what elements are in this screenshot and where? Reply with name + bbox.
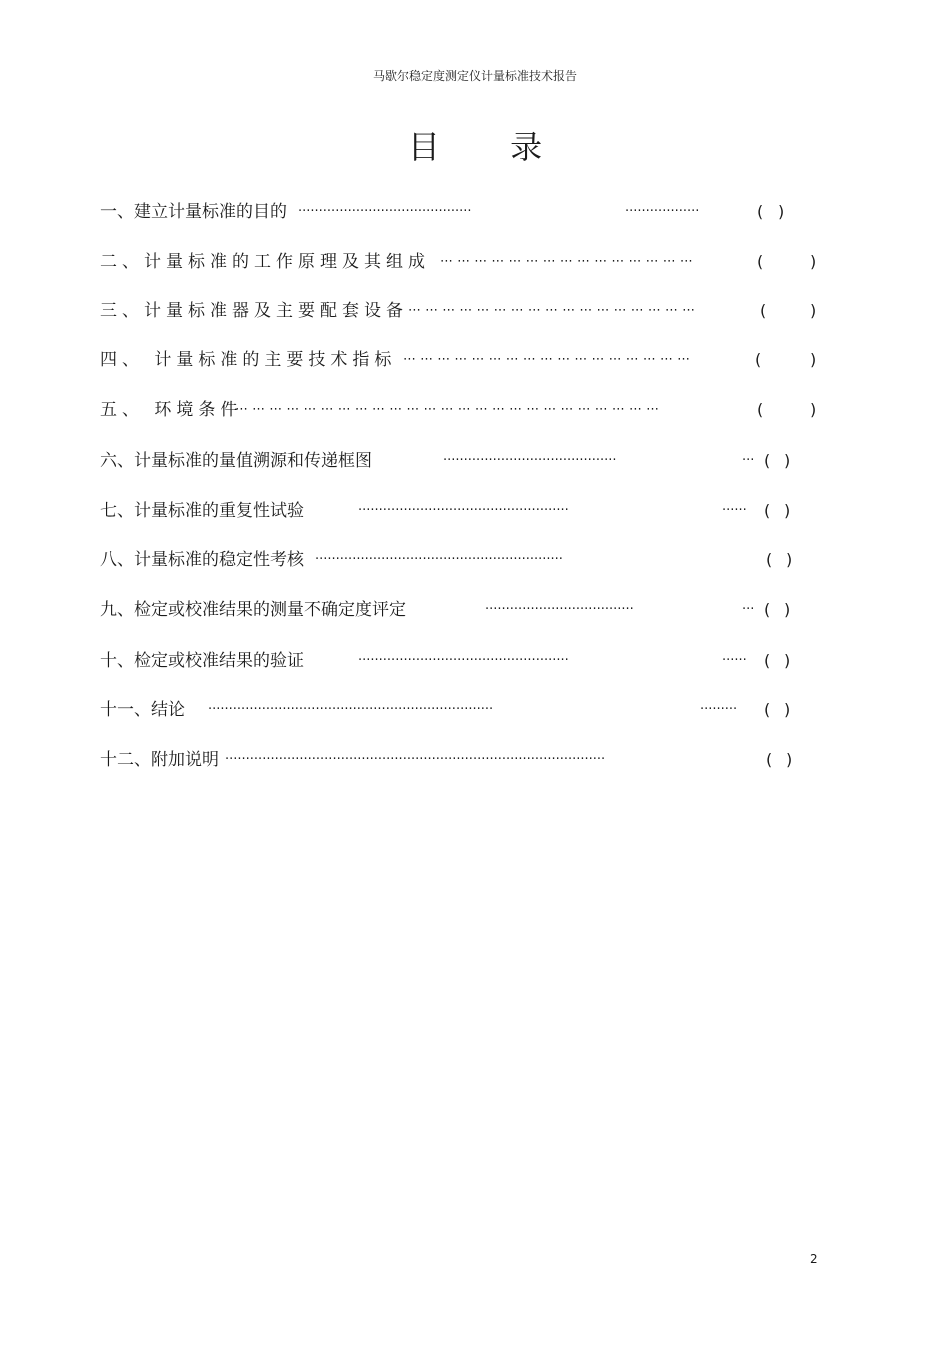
page-ref-close: ) [784,451,791,470]
toc-entry-label: 七、计量标准的重复性试验 [100,501,304,521]
toc-entry-6[interactable] [100,449,800,473]
running-header: 马歇尔稳定度测定仪计量标准技术报告 [372,69,577,83]
leader-dots: ··················································· [358,503,569,518]
toc-entry-label: 六、计量标准的量值溯源和传递框图 [100,451,372,471]
leader-dots: ····································································· [208,702,494,717]
page-ref-open: ( [764,700,771,719]
leader-dots: ···························································································· [225,752,606,767]
leader-dots: ··· [742,453,755,468]
toc-entry-12[interactable] [100,748,800,772]
toc-entry-label: 十、检定或校准结果的验证 [100,651,304,671]
toc-entry-1[interactable] [100,200,800,224]
toc-entry-label: 十二、附加说明 [100,750,219,770]
page-ref-open: ( [764,600,771,619]
leader-dots: ··················································· [358,653,569,668]
page-ref-close: ) [784,501,791,520]
leader-dots: ···························································· [315,552,563,567]
leader-dots: ···································· [485,602,634,617]
page-ref-close: ) [786,550,793,569]
toc-entry-10[interactable] [100,649,800,673]
title-part-1: 目 [407,128,440,166]
toc-entry-label: 八、计量标准的稳定性考核 [100,550,304,570]
toc-entry-5[interactable] [100,398,820,422]
leader-dots: ··· [742,602,755,617]
toc-entry-label: 四、 计量标准的主要技术指标 [100,350,397,370]
page-ref-close: ) [784,600,791,619]
leader-dots: ······ [722,503,747,518]
leader-dots: ⋯ ⋯ ⋯ ⋯ ⋯ ⋯ ⋯ ⋯ ⋯ ⋯ ⋯ ⋯ ⋯ ⋯ ⋯ ⋯ ⋯ [408,303,696,318]
leader-dots: ······ [722,653,747,668]
leader-dots: ·········································· [298,204,472,219]
page-ref-open: ( [764,451,771,470]
toc-entry-11[interactable] [100,698,800,722]
leader-dots: ⋯ ⋯ ⋯ ⋯ ⋯ ⋯ ⋯ ⋯ ⋯ ⋯ ⋯ ⋯ ⋯ ⋯ ⋯ ⋯ ⋯ ⋯ ⋯ ⋯ ⋯ ⋯ ⋯ ⋯ ⋯ [235,402,660,417]
leader-dots: ⋯ ⋯ ⋯ ⋯ ⋯ ⋯ ⋯ ⋯ ⋯ ⋯ ⋯ ⋯ ⋯ ⋯ ⋯ [440,254,693,269]
page-ref-close: ) [810,252,817,271]
toc-entry-9[interactable] [100,598,800,622]
page-title [0,122,950,168]
toc-entry-7[interactable] [100,499,800,523]
page-ref-close: ) [784,700,791,719]
title-part-2: 录 [510,128,543,166]
page-ref-open: ( [766,750,773,769]
page-ref-open: ( [757,202,764,221]
leader-dots: ·················· [625,204,700,219]
toc-entry-label: 二、计量标准的工作原理及其组成 [100,252,430,272]
page-ref-open: ( [766,550,773,569]
leader-dots: ·········································· [443,453,617,468]
page-ref-close: ) [778,202,785,221]
page-ref-close: ) [810,400,817,419]
toc-entry-label: 三、计量标准器及主要配套设备 [100,301,408,321]
toc-entry-2[interactable] [100,250,820,274]
page-ref-open: ( [755,350,762,369]
toc-entry-label: 一、建立计量标准的目的 [100,202,287,222]
toc-entry-3[interactable] [100,299,820,323]
leader-dots: ········· [700,702,738,717]
page-ref-open: ( [757,400,764,419]
toc-entry-label: 五、 环境条件 [100,400,243,420]
toc-entry-label: 十一、结论 [100,700,185,720]
page-ref-close: ) [810,301,817,320]
page-ref-open: ( [764,501,771,520]
page-ref-close: ) [786,750,793,769]
toc-entry-8[interactable] [100,548,800,572]
page-ref-open: ( [760,301,767,320]
page-ref-close: ) [810,350,817,369]
page-ref-open: ( [764,651,771,670]
page-number: 2 [810,1252,818,1266]
toc-entry-4[interactable] [100,348,820,372]
toc-entry-label: 九、检定或校准结果的测量不确定度评定 [100,600,406,620]
leader-dots: ⋯ ⋯ ⋯ ⋯ ⋯ ⋯ ⋯ ⋯ ⋯ ⋯ ⋯ ⋯ ⋯ ⋯ ⋯ ⋯ ⋯ [403,352,691,367]
page-ref-close: ) [784,651,791,670]
page-ref-open: ( [757,252,764,271]
